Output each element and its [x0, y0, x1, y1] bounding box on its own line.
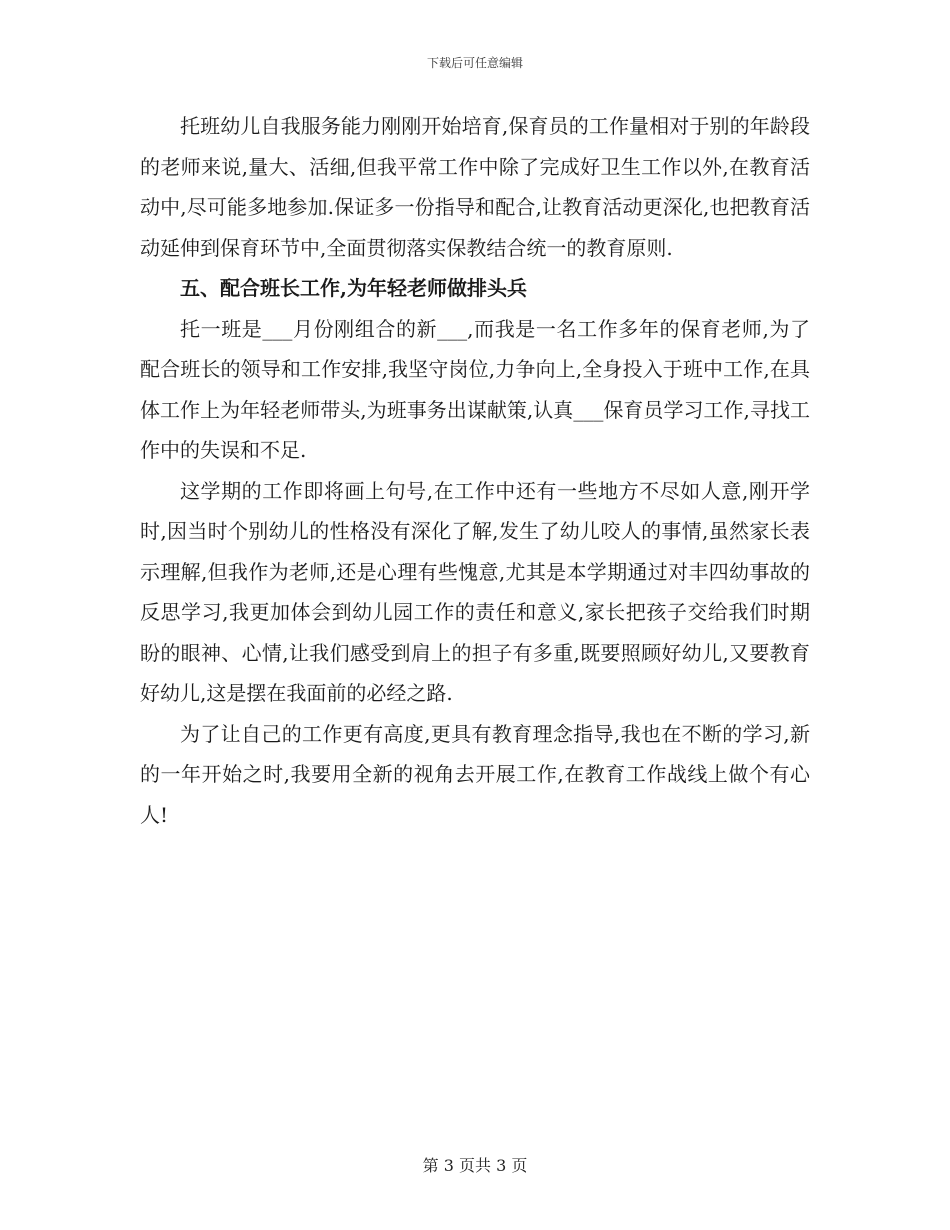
paragraph-semester-reflection: 这学期的工作即将画上句号,在工作中还有一些地方不尽如人意,刚开学时,因当时个别幼儿的性格没有深化了解,发生了幼儿咬人的事情,虽然家长表示理解,但我作为老师,还是心理有些愧意,尤其是本学期通过对丰四幼事故的反思学习,我更加体会到幼儿园工作的责任和意义,家长把孩子交给我们时期盼的眼神、心情,让我们感受到肩上的担子有多重,既要照顾好幼儿,又要教育好幼儿,这是摆在我面前的必经之路.: [140, 478, 810, 705]
page-number-footer: 第 3 页共 3 页: [422, 1156, 528, 1175]
paragraph-childcare-work: 托班幼儿自我服务能力刚刚开始培育,保育员的工作量相对于别的年龄段的老师来说,量大、活细,但我平常工作中除了完成好卫生工作以外,在教育活动中,尽可能多地参加.保证多一份指导和配合,让教育活动更深化,也把教育活动延伸到保育环节中,全面贯彻落实保教结合统一的教育原则.: [140, 114, 810, 260]
section-heading-five: 五、配合班长工作,为年轻老师做排头兵: [180, 276, 527, 300]
document-body: [140, 106, 810, 835]
paragraph-future-plan: 为了让自己的工作更有高度,更具有教育理念指导,我也在不断的学习,新的一年开始之时,我要用全新的视角去开展工作,在教育工作战线上做个有心人!: [140, 721, 810, 827]
header-note: 下载后可任意编辑: [426, 56, 523, 70]
paragraph-class-cooperation: 托一班是___月份刚组合的新___,而我是一名工作多年的保育老师,为了配合班长的领导和工作安排,我坚守岗位,力争向上,全身投入于班中工作,在具体工作上为年轻老师带头,为班事务出谋献策,认真___保育员学习工作,寻找工作中的失误和不足.: [140, 316, 810, 462]
